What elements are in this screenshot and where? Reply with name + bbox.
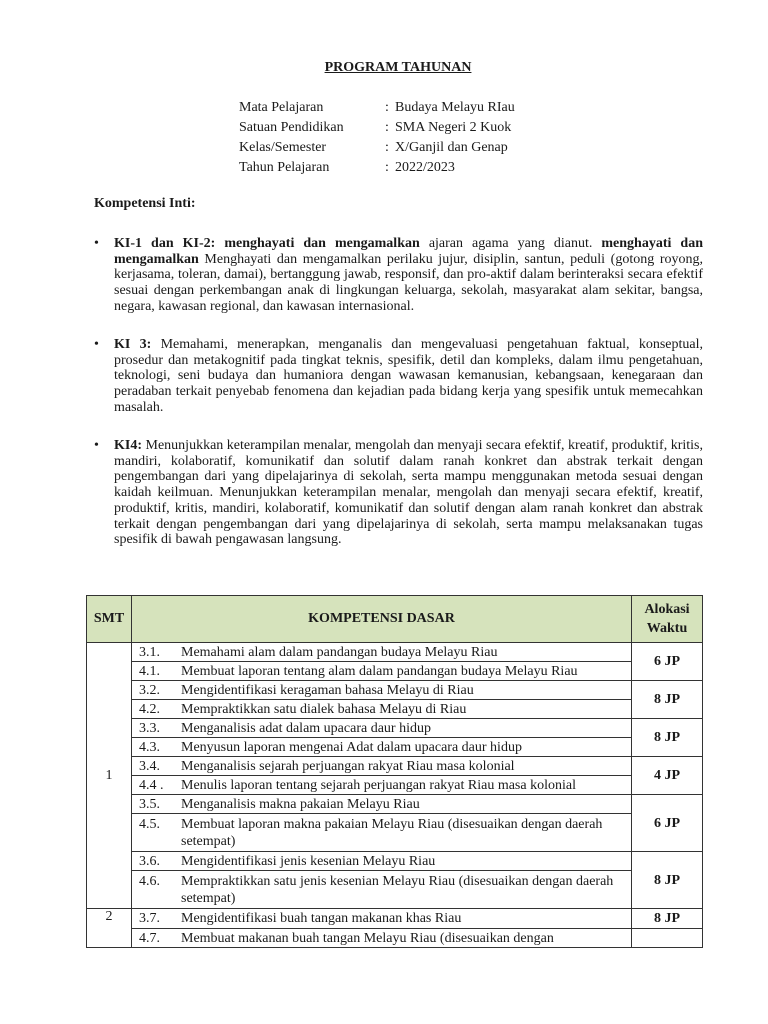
- meta-row-subject: [239, 98, 515, 118]
- meta-separator: :: [385, 160, 389, 175]
- table-row: [87, 681, 703, 700]
- bullet-icon: •: [94, 438, 99, 453]
- kd-text: Menganalisis adat dalam upacara daur hidup: [181, 720, 431, 736]
- table-row: [87, 795, 703, 814]
- kd-text: Membuat laporan makna pakaian Melayu Riau (disesuaikan dengan daerah setempat): [181, 816, 603, 849]
- ki-lead: KI-1 dan KI-2: menghayati dan mengamalkan: [114, 236, 420, 251]
- table-row: [87, 814, 703, 852]
- document-meta: [239, 98, 515, 178]
- kd-cell: [132, 909, 632, 929]
- bullet-icon: •: [94, 337, 99, 352]
- smt-cell: 1: [87, 643, 132, 909]
- kd-number: 4.2.: [139, 701, 160, 717]
- table-row: [87, 852, 703, 871]
- kompetensi-dasar-table: [86, 595, 703, 948]
- ki-item-1-2: [94, 236, 703, 315]
- ki-item-3: [94, 337, 703, 416]
- kd-text: Menyusun laporan mengenai Adat dalam upacara daur hidup: [181, 739, 522, 755]
- kd-number: 3.6.: [139, 853, 160, 869]
- meta-row-school: [239, 118, 515, 138]
- header-alokasi-line1: Alokasi: [644, 602, 690, 617]
- table-row: [87, 738, 703, 757]
- ki-text: [114, 337, 703, 416]
- meta-label: Kelas/Semester: [239, 140, 327, 155]
- kd-text: Menulis laporan tentang sejarah perjuangan rakyat Riau masa kolonial: [181, 777, 576, 793]
- ki-lead: KI4:: [114, 438, 142, 453]
- alokasi-cell: 8 JP: [632, 852, 703, 909]
- ki-body: Memahami, menerapkan, menganalis dan mengevaluasi pengetahuan faktual, konseptual, prosedur dan metakognitif pada tingkat teknis, spesifik, detil dan kompleks, dalam ilmu pengetahuan, teknologi, seni budaya dan humaniora dengan wawasan kemanusian, kebangsaan, kenegaraan dan peradaban terkait penyebab fenomena dan kejadian pada bidang kerja yang spesifik untuk memecahkan masalah.: [114, 337, 703, 415]
- kd-cell: [132, 757, 632, 776]
- ki-body: ajaran agama yang dianut.: [419, 236, 602, 251]
- alokasi-cell: 4 JP: [632, 757, 703, 795]
- kd-text: Mengidentifikasi jenis kesenian Melayu Riau: [181, 853, 436, 869]
- kd-number: 4.4 .: [139, 777, 164, 793]
- header-kompetensi-dasar: KOMPETENSI DASAR: [132, 596, 632, 643]
- kd-text: Menganalisis makna pakaian Melayu Riau: [181, 796, 420, 812]
- meta-separator: :: [385, 140, 389, 155]
- meta-row-class: [239, 138, 515, 158]
- ki-body: Menghayati dan mengamalkan perilaku jujur, disiplin, santun, peduli (gotong royong, kerjasama, toleran, damai), bertanggung jawab, responsif, dan pro-aktif dalam berinteraksi secara efektif sesuai dengan perkembangan anak di lingkungan keluarga, sekolah, masyarakat alam sekitar, bangsa, negara, kawasan regional, dan kawasan internasional.: [114, 251, 703, 314]
- bullet-icon: •: [94, 236, 99, 251]
- kd-cell: [132, 929, 632, 948]
- meta-separator: :: [385, 120, 389, 135]
- kd-number: 3.4.: [139, 758, 160, 774]
- ki-item-4: [94, 438, 703, 548]
- alokasi-cell: 6 JP: [632, 643, 703, 681]
- kd-text: Menganalisis sejarah perjuangan rakyat Riau masa kolonial: [181, 758, 515, 774]
- table-header-row: [87, 596, 703, 643]
- kd-number: 4.1.: [139, 663, 160, 679]
- kd-number: 3.2.: [139, 682, 160, 698]
- meta-label: Satuan Pendidikan: [239, 120, 344, 135]
- kd-cell: [132, 681, 632, 700]
- kd-text: Membuat laporan tentang alam dalam pandangan budaya Melayu Riau: [181, 663, 578, 679]
- kd-cell: [132, 814, 632, 852]
- ki-text: [114, 438, 703, 548]
- alokasi-cell: 8 JP: [632, 681, 703, 719]
- kd-text: Membuat makanan buah tangan Melayu Riau (disesuaikan dengan: [181, 930, 554, 946]
- table-row: [87, 700, 703, 719]
- meta-label: Mata Pelajaran: [239, 100, 324, 115]
- kd-cell: [132, 662, 632, 681]
- smt-cell: 2: [87, 909, 132, 948]
- kd-number: 4.5.: [139, 816, 160, 832]
- meta-label: Tahun Pelajaran: [239, 160, 330, 175]
- ki-bold: menghayati dan mengamalkan: [114, 236, 703, 267]
- header-alokasi-waktu: [632, 596, 703, 643]
- meta-separator: :: [385, 100, 389, 115]
- kd-cell: [132, 738, 632, 757]
- alokasi-cell: 8 JP: [632, 719, 703, 757]
- meta-row-year: [239, 158, 515, 178]
- kd-cell: [132, 852, 632, 871]
- document-title: PROGRAM TAHUNAN: [324, 60, 472, 75]
- meta-value: SMA Negeri 2 Kuok: [395, 120, 512, 135]
- kd-number: 3.1.: [139, 644, 160, 660]
- table-row: [87, 929, 703, 948]
- header-smt: SMT: [87, 596, 132, 643]
- kd-cell: [132, 643, 632, 662]
- table-row: [87, 757, 703, 776]
- kd-cell: [132, 795, 632, 814]
- ki-heading: Kompetensi Inti:: [94, 196, 196, 211]
- kd-number: 4.7.: [139, 930, 160, 946]
- kd-text: Mempraktikkan satu dialek bahasa Melayu di Riau: [181, 701, 467, 717]
- table-row: [87, 871, 703, 909]
- meta-value: 2022/2023: [395, 160, 455, 175]
- ki-body: Menunjukkan keterampilan menalar, mengolah dan menyaji secara efektif, kreatif, produktif, kritis, mandiri, kolaboratif, komunikatif dan solutif dalam ranah konkret dan abstrak terkait dengan pengembangan dari yang dipelajarinya di sekolah, serta mampu menggunakan metoda sesuai dengan kaidah keilmuan. Menunjukkan keterampilan menalar, mengolah dan menyaji secara efektif, kreatif, produktif, kritis, mandiri, kolaboratif, komunikatif dan solutif dengan alam ranah konkret dan abstrak terkait dengan pengembangan dari yang dipelajarinya di sekolah, serta mampu melaksanakan tugas spesifik di bawah pengawasan langsung.: [114, 438, 703, 548]
- table-row: [87, 643, 703, 662]
- kd-number: 4.6.: [139, 873, 160, 889]
- alokasi-cell-empty: [632, 929, 703, 948]
- alokasi-cell: 8 JP: [632, 909, 703, 929]
- table-row: [87, 909, 703, 929]
- table-row: [87, 662, 703, 681]
- kd-cell: [132, 719, 632, 738]
- kd-cell: [132, 871, 632, 909]
- kd-text: Mempraktikkan satu jenis kesenian Melayu Riau (disesuaikan dengan daerah setempat): [181, 873, 614, 906]
- kd-number: 3.3.: [139, 720, 160, 736]
- alokasi-cell: 6 JP: [632, 795, 703, 852]
- header-alokasi-line2: Waktu: [646, 621, 688, 636]
- kd-cell: [132, 776, 632, 795]
- kd-number: 3.7.: [139, 911, 160, 926]
- meta-value: X/Ganjil dan Genap: [395, 140, 508, 155]
- meta-value: Budaya Melayu RIau: [395, 100, 515, 115]
- table-row: [87, 776, 703, 795]
- ki-text: [114, 236, 703, 315]
- kd-number: 3.5.: [139, 796, 160, 812]
- kd-number: 4.3.: [139, 739, 160, 755]
- table-row: [87, 719, 703, 738]
- kd-text: Memahami alam dalam pandangan budaya Melayu Riau: [181, 644, 498, 660]
- kd-text: Mengidentifikasi keragaman bahasa Melayu di Riau: [181, 682, 474, 698]
- kd-text: Mengidentifikasi buah tangan makanan khas Riau: [181, 911, 462, 926]
- kd-cell: [132, 700, 632, 719]
- ki-lead: KI 3:: [114, 337, 152, 352]
